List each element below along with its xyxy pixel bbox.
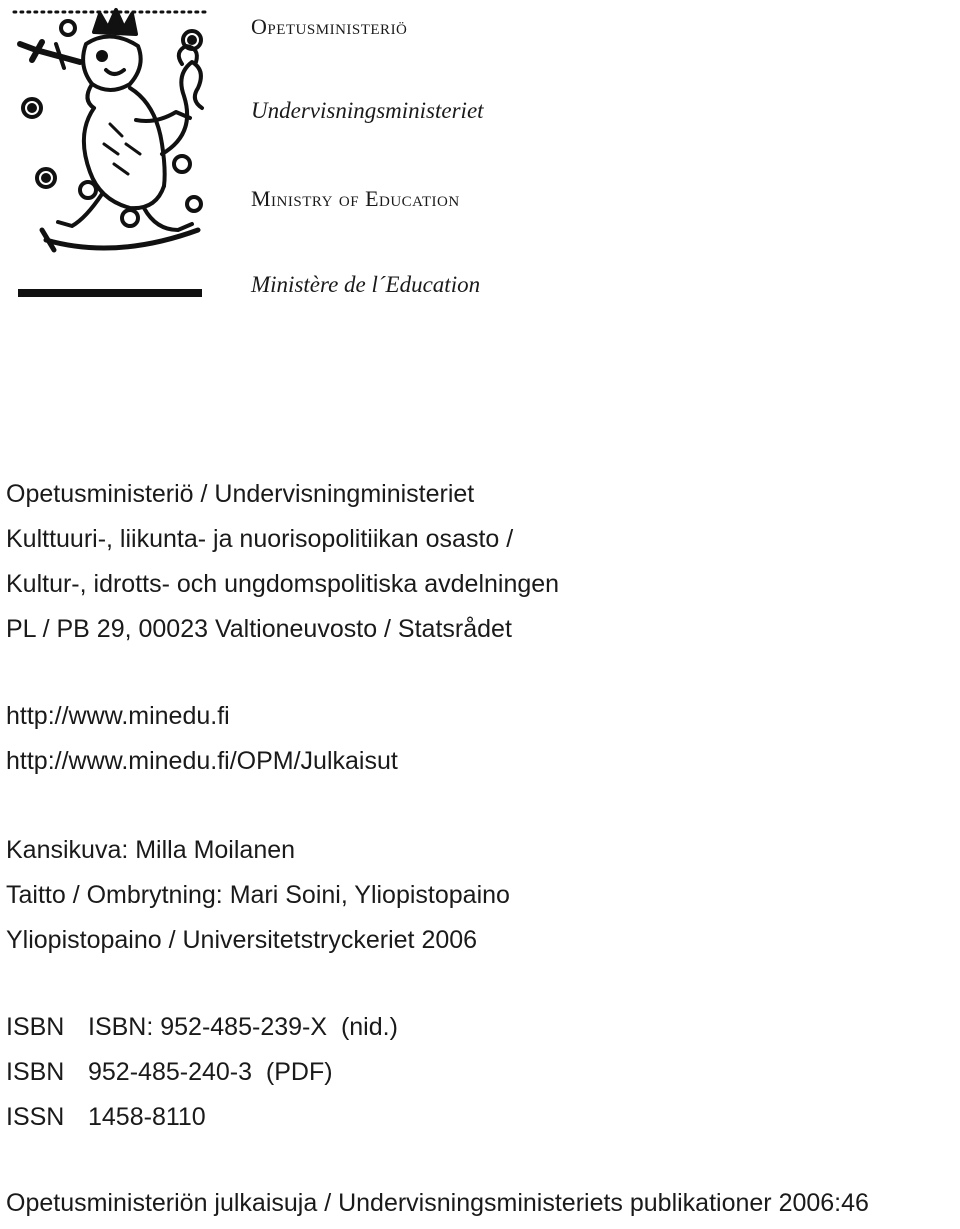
- printer-credit: Yliopistopaino / Universitetstryckeriet 2006: [6, 926, 478, 954]
- website-link[interactable]: http://www.minedu.fi: [6, 702, 230, 730]
- identifier-value: 1458-8110: [88, 1103, 206, 1131]
- identifier-value: ISBN: 952-485-239-X: [88, 1013, 328, 1041]
- address-line-2: Kulttuuri-, liikunta- ja nuorisopolitiikan osasto /: [6, 525, 514, 553]
- address-line-1: Opetusministeriö / Undervisningministeriet: [6, 480, 475, 508]
- identifier-value: 952-485-240-3: [88, 1058, 253, 1086]
- identifier-row: [6, 1058, 333, 1087]
- coat-of-arms-lion-icon: [6, 4, 218, 266]
- identifier-label: ISSN: [6, 1103, 65, 1131]
- identifier-label: ISBN: [6, 1013, 65, 1041]
- identifier-row: [6, 1103, 206, 1132]
- identifier-note: (nid.): [340, 1013, 398, 1041]
- ministry-name-finnish: Opetusministeriö: [251, 14, 408, 39]
- address-line-3: Kultur-, idrotts- och ungdomspolitiska avdelningen: [6, 570, 560, 598]
- identifier-row: [6, 1013, 398, 1042]
- ministry-name-french: Ministère de l´Education: [251, 272, 481, 297]
- address-line-4: PL / PB 29, 00023 Valtioneuvosto / Statsrådet: [6, 615, 512, 643]
- identifier-label: ISBN: [6, 1058, 65, 1086]
- title-rule-bar: [18, 289, 202, 297]
- series-title: Opetusministeriön julkaisuja / Undervisningsministeriets publikationer 2006:46: [6, 1189, 869, 1217]
- layout-credit: Taitto / Ombrytning: Mari Soini, Yliopistopaino: [6, 881, 510, 909]
- publications-link[interactable]: http://www.minedu.fi/OPM/Julkaisut: [6, 747, 398, 775]
- ministry-name-swedish: Undervisningsministeriet: [251, 98, 484, 123]
- identifier-note: (PDF): [265, 1058, 333, 1086]
- ministry-name-english: Ministry of Education: [251, 186, 460, 211]
- cover-credit: Kansikuva: Milla Moilanen: [6, 836, 296, 864]
